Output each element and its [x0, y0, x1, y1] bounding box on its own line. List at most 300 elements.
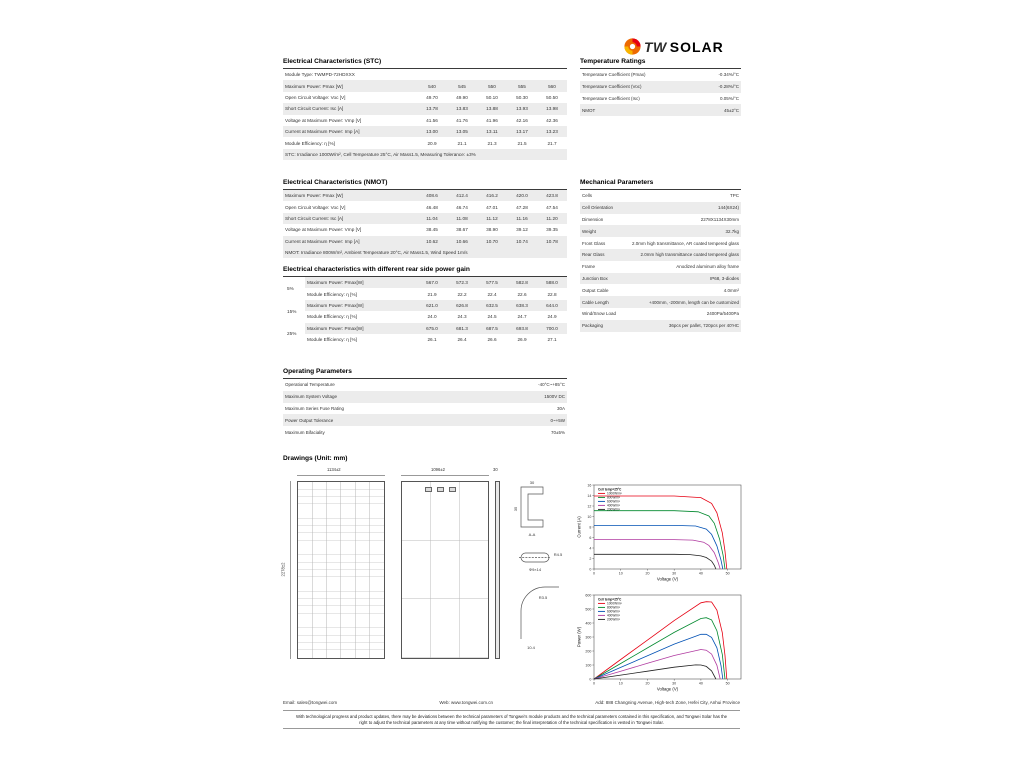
row-value: 644.0: [546, 302, 558, 308]
row-label: Maximum Series Fuse Rating: [285, 405, 345, 411]
row-value: 49.90: [456, 94, 468, 100]
table-row: [283, 137, 567, 148]
legend-label: 800W/m²: [607, 605, 620, 610]
x-tick-label: 10: [618, 571, 623, 576]
row-value: 13.23: [546, 129, 558, 135]
row-value: 24.7: [517, 314, 527, 320]
slot-radius: R4.5: [553, 552, 563, 557]
table-row: [580, 81, 741, 93]
row-label: Maximum Bifaciality: [285, 429, 325, 435]
row-value: 21.5: [517, 140, 527, 146]
row-label: Short Circuit Current: Isc [A]: [285, 215, 344, 221]
table-row: [305, 323, 567, 334]
row-value: 27.1: [547, 337, 557, 343]
dim-line-height: [290, 481, 291, 659]
table-row: [305, 334, 567, 345]
row-value: 24.5: [487, 314, 497, 320]
row-value: 49.70: [426, 94, 438, 100]
row-value: 632.5: [486, 302, 498, 308]
row-value: 41.96: [486, 117, 498, 123]
row-label: Operational Temperature: [285, 382, 335, 388]
row-value: 38.67: [456, 227, 468, 233]
row-value: 26.9: [517, 337, 527, 343]
table-row: [283, 414, 567, 426]
gain-group: [283, 323, 567, 346]
row-value: IP68, 3-diodes: [709, 275, 739, 281]
row-value: 22.2: [457, 291, 467, 297]
row-value: 1500V DC: [544, 394, 565, 400]
row-value: 20.9: [427, 140, 437, 146]
dim-line-rear-width: [401, 475, 489, 476]
row-value: 11.04: [426, 215, 438, 221]
row-value: 10.70: [486, 238, 498, 244]
chart-curve: [594, 525, 723, 569]
gain-percent: 15%: [287, 308, 297, 314]
module-side-view: [495, 481, 500, 659]
legend-label: 400W/m²: [607, 613, 620, 618]
row-label: Packaging: [582, 323, 604, 329]
drawings-title: Drawings (Unit: mm): [283, 455, 348, 462]
row-value: 30A: [556, 405, 565, 411]
row-value: 582.8: [516, 280, 528, 286]
row-value: 24.0: [427, 314, 437, 320]
row-label: Cells: [582, 193, 593, 199]
y-tick-label: 200: [585, 649, 592, 654]
chart-curve: [594, 634, 723, 679]
row-value: 412.4: [456, 193, 468, 199]
row-value: 572.3: [456, 280, 468, 286]
y-tick-label: 0: [589, 677, 592, 682]
row-value: 560: [548, 83, 556, 89]
row-value: 13.00: [426, 129, 438, 135]
pv-curve-chart: [576, 590, 746, 692]
y-tick-label: 600: [585, 593, 592, 598]
frame-cross-section: [521, 487, 543, 527]
row-value: 26.4: [457, 337, 467, 343]
table-row: [283, 190, 567, 201]
row-value: 46.74: [456, 204, 468, 210]
table-row: [580, 284, 741, 296]
table-row: [283, 103, 567, 114]
stc-title: Electrical Characteristics (STC): [283, 58, 382, 65]
contact-address: Add: 888 Changning Avenue, High-tech Zone, Hefei City, Anhui Province: [595, 700, 740, 705]
logo-text-solar: SOLAR: [669, 38, 724, 55]
section-stc: [283, 58, 567, 160]
row-label: Temperature Coefficient (Pmax): [582, 72, 646, 78]
legend-label: 200W/m²: [607, 507, 620, 512]
row-value: 588.0: [546, 280, 558, 286]
row-value: 700.0: [546, 325, 558, 331]
section-operating: [283, 368, 567, 438]
row-value: 21.3: [487, 140, 497, 146]
table-row: [580, 261, 741, 273]
y-tick-label: 16: [587, 483, 592, 488]
row-value: 555: [518, 83, 526, 89]
row-value: 50.10: [486, 94, 498, 100]
row-label: Temperature Coefficient (Voc): [582, 84, 642, 90]
row-value: 2.0mm high transmittance, AR coated tempered glass: [631, 240, 739, 246]
gain-rows: [305, 277, 567, 300]
chart-curve: [594, 665, 716, 679]
legend-label: 600W/m²: [607, 609, 620, 614]
table-row: [283, 236, 567, 247]
junction-box: [425, 487, 432, 492]
contact-line: [283, 700, 740, 705]
row-value: 13.98: [546, 106, 558, 112]
table-row: [305, 311, 567, 322]
row-value: 545: [458, 83, 466, 89]
row-value: 626.8: [456, 302, 468, 308]
gain-title: Electrical characteristics with different rear side power gain: [283, 266, 470, 273]
y-tick-label: 300: [585, 635, 592, 640]
row-label: Cell Orientation: [582, 205, 614, 211]
row-value: 0~+5W: [550, 417, 565, 423]
table-row: [580, 296, 741, 308]
row-label: Maximum Power: Pmax[W]: [307, 302, 364, 308]
row-value: 687.5: [486, 325, 498, 331]
row-value: 21.7: [547, 140, 557, 146]
row-value: 13.11: [486, 129, 498, 135]
x-tick-label: 30: [672, 681, 677, 686]
row-value: 2.0mm high transmittance coated tempered glass: [640, 252, 739, 258]
legend-title: Cell temp=25°C: [598, 597, 622, 602]
frame-dim-30: 30: [529, 480, 535, 485]
row-value: 47.28: [516, 204, 528, 210]
row-label: Module Efficiency: η [%]: [307, 337, 357, 343]
row-value: 36pcs per pallet, 720pcs per 40'HC: [668, 323, 739, 329]
x-tick-label: 50: [725, 681, 730, 686]
dim-line-front-width: [297, 475, 385, 476]
row-value: 13.78: [426, 106, 438, 112]
row-label: Dimension: [582, 216, 604, 222]
row-label: Voltage at Maximum Power: Vmp [V]: [285, 117, 362, 123]
legend-label: 200W/m²: [607, 617, 620, 622]
table-row: [580, 202, 741, 214]
iv-curve-chart: [576, 480, 746, 582]
table-row: [283, 115, 567, 126]
y-tick-label: 8: [589, 525, 592, 530]
nmot-table: [283, 189, 567, 258]
gain-rows: [305, 300, 567, 323]
row-value: 11.08: [456, 215, 468, 221]
row-value: 693.8: [516, 325, 528, 331]
module-front-view: [297, 481, 385, 659]
row-value: 423.8: [546, 193, 558, 199]
section-a-caption: A-A: [528, 532, 536, 537]
junction-box: [437, 487, 444, 492]
row-value: 10.62: [426, 238, 438, 244]
stc-note: STC: Irradiance 1000W/m², Cell Temperature 25°C, Air Mass1.5, Measuring Tolerance: ±3%: [283, 149, 567, 160]
section-temperature: [580, 58, 741, 116]
dim-front-width: 1134±2: [327, 467, 341, 472]
table-row: [580, 93, 741, 105]
row-label: Open Circuit Voltage: Voc [V]: [285, 94, 346, 100]
row-label: Power Output Tolerance: [285, 417, 334, 423]
legend-label: 1000W/m²: [607, 491, 622, 496]
row-value: -40°C~+85°C: [538, 382, 565, 388]
y-tick-label: 12: [587, 504, 592, 509]
legend-label: 800W/m²: [607, 495, 620, 500]
dim-height: 2278±2: [280, 562, 286, 577]
table-row: [283, 391, 567, 403]
mechanical-title: Mechanical Parameters: [580, 179, 654, 186]
row-value: 45±2°C: [723, 107, 739, 113]
y-tick-label: 400: [585, 621, 592, 626]
y-axis-label: Power (W): [576, 626, 582, 648]
row-label: Short Circuit Current: Isc [A]: [285, 106, 344, 112]
x-tick-label: 30: [672, 571, 677, 576]
row-label: Junction Box: [582, 275, 608, 281]
x-tick-label: 20: [645, 571, 650, 576]
row-value: 2278X1134X30mm: [700, 216, 739, 222]
row-value: 13.93: [516, 106, 528, 112]
operating-title: Operating Parameters: [283, 368, 352, 375]
table-row: [283, 201, 567, 212]
row-value: +400mm, -200mm, length can be customized: [648, 299, 739, 305]
row-label: Cable Length: [582, 299, 609, 305]
row-value: 567.0: [426, 280, 438, 286]
row-label: Maximum Power: Pmax[W]: [307, 325, 364, 331]
stc-rows: [283, 80, 567, 148]
row-value: 621.0: [426, 302, 438, 308]
detail-drawings: [513, 479, 567, 679]
row-value: 10.74: [516, 238, 528, 244]
table-row: [283, 403, 567, 415]
y-tick-label: 0: [589, 567, 592, 572]
row-value: 21.1: [457, 140, 467, 146]
row-value: 13.83: [456, 106, 468, 112]
y-tick-label: 500: [585, 607, 592, 612]
row-value: 21.9: [427, 291, 437, 297]
table-row: [283, 126, 567, 137]
y-tick-label: 14: [587, 493, 592, 498]
table-row: [283, 213, 567, 224]
gain-group: [283, 277, 567, 300]
drawings-area: [280, 465, 567, 683]
table-row: [580, 273, 741, 285]
tw-solar-logo-icon: [624, 38, 641, 55]
x-tick-label: 50: [725, 571, 730, 576]
row-value: 42.36: [546, 117, 558, 123]
y-tick-label: 6: [589, 535, 592, 540]
module-type: Module Type: TWMPD-72HDXXX: [285, 72, 355, 78]
row-label: Current at Maximum Power: Imp [A]: [285, 238, 360, 244]
section-drawings: [280, 455, 567, 683]
table-row: [283, 426, 567, 438]
gain-percent: 25%: [287, 331, 297, 337]
table-row: [580, 249, 741, 261]
row-value: 50.30: [516, 94, 528, 100]
row-value: 39.12: [516, 227, 528, 233]
table-row: [283, 80, 567, 91]
row-value: 22.8: [547, 291, 557, 297]
row-value: 38.90: [486, 227, 498, 233]
logo-text-tw: TW: [644, 38, 667, 55]
row-value: 408.6: [426, 193, 438, 199]
x-axis-label: Voltage (V): [656, 576, 679, 582]
x-tick-label: 40: [698, 571, 703, 576]
y-tick-label: 10: [587, 514, 592, 519]
mechanical-table: [580, 189, 741, 332]
table-row: [283, 92, 567, 103]
row-value: 32.7kg: [725, 228, 739, 234]
legend-label: 400W/m²: [607, 503, 620, 508]
row-value: 26.6: [487, 337, 497, 343]
row-value: 42.16: [516, 117, 528, 123]
row-value: 13.88: [486, 106, 498, 112]
operating-table: [283, 378, 567, 438]
x-tick-label: 0: [593, 681, 595, 686]
row-value: 0.05%/°C: [719, 95, 739, 101]
row-label: Current at Maximum Power: Imp [A]: [285, 129, 360, 135]
table-row: [580, 320, 741, 332]
row-value: 38.45: [426, 227, 438, 233]
row-value: 681.3: [456, 325, 468, 331]
table-row: [305, 300, 567, 311]
row-value: 26.1: [427, 337, 437, 343]
row-value: -0.28%/°C: [718, 84, 739, 90]
row-value: 11.16: [516, 215, 528, 221]
row-value: 4.0mm²: [723, 287, 739, 293]
corner-dim: 10.4: [527, 645, 535, 650]
x-tick-label: 0: [593, 571, 595, 576]
slot-size: Φ9×14: [528, 567, 542, 572]
row-value: 24.9: [547, 314, 557, 320]
row-label: Module Efficiency: η [%]: [285, 140, 335, 146]
section-nmot: [283, 179, 567, 258]
nmot-title: Electrical Characteristics (NMOT): [283, 179, 388, 186]
x-tick-label: 40: [698, 681, 703, 686]
row-value: Anodized aluminum alloy frame: [676, 264, 739, 270]
temperature-table: [580, 68, 741, 116]
chart-curve: [594, 650, 720, 680]
row-value: 10.66: [456, 238, 468, 244]
gain-group: [283, 300, 567, 323]
row-label: Output Cable: [582, 287, 609, 293]
table-row: [580, 190, 741, 202]
row-value: 416.2: [486, 193, 498, 199]
row-value: 39.35: [546, 227, 558, 233]
temperature-title: Temperature Ratings: [580, 58, 646, 65]
frame-dim-35: 35: [513, 506, 518, 512]
row-label: Maximum Power: Pmax[W]: [307, 280, 364, 286]
table-row: [580, 214, 741, 226]
gain-percent: 5%: [287, 285, 294, 291]
chart-curve: [594, 554, 716, 569]
table-row: [580, 237, 741, 249]
row-label: Maximum System Voltage: [285, 394, 338, 400]
row-label: Frame: [582, 264, 596, 270]
row-value: 22.6: [517, 291, 527, 297]
row-value: 420.0: [516, 193, 528, 199]
row-value: 46.48: [426, 204, 438, 210]
row-value: 2400Pa/5400Pa: [706, 311, 739, 317]
row-label: Open Circuit Voltage: Voc [V]: [285, 204, 346, 210]
row-label: Module Efficiency: η [%]: [307, 314, 357, 320]
row-value: 50.50: [546, 94, 558, 100]
row-value: 144(6X24): [717, 205, 739, 211]
contact-web: Web: www.tongwei.com.cn: [439, 700, 494, 705]
gain-table: [283, 276, 567, 345]
row-value: 47.54: [546, 204, 558, 210]
table-row: [305, 277, 567, 288]
table-row: [580, 225, 741, 237]
y-axis-label: Current (A): [576, 516, 582, 538]
table-row: [580, 308, 741, 320]
table-row: [580, 69, 741, 81]
tw-solar-logo: [624, 38, 724, 55]
stc-table: [283, 68, 567, 160]
row-value: 11.12: [486, 215, 498, 221]
dim-thickness: 30: [493, 467, 498, 472]
x-axis-label: Voltage (V): [656, 686, 679, 692]
row-value: 13.05: [456, 129, 468, 135]
row-value: 22.4: [487, 291, 497, 297]
row-value: 13.17: [516, 129, 528, 135]
nmot-rows: [283, 190, 567, 247]
legend-label: 1000W/m²: [607, 601, 622, 606]
row-value: 675.0: [426, 325, 438, 331]
row-label: Module Efficiency: η [%]: [307, 291, 357, 297]
legend-title: Cell temp=25°C: [598, 487, 622, 492]
row-label: Weight: [582, 228, 596, 234]
row-value: 11.20: [546, 215, 558, 221]
legend-label: 600W/m²: [607, 499, 620, 504]
corner-radius: R3.5: [538, 595, 548, 600]
disclaimer-text: With technological progress and product updates, there may be deviations between the technical parameters of Tongwei's module products and the technical parameters contained in this specification, and Tongwei Solar has the right to adjust the technical parameters at any time without notifying the customer; the final interpretation of the technical specification is vested in Tongwei Solar.: [283, 710, 740, 729]
row-label: Temperature Coefficient (Isc): [582, 95, 640, 101]
row-value: 540: [428, 83, 436, 89]
contact-email: Email: sales@tongwei.com: [283, 700, 338, 705]
row-value: TPC: [730, 193, 739, 199]
table-row: [305, 288, 567, 299]
y-tick-label: 2: [589, 556, 592, 561]
row-label: Maximum Power: Pmax [W]: [285, 193, 343, 199]
table-row: [283, 224, 567, 235]
module-rear-view: [401, 481, 489, 659]
y-tick-label: 100: [585, 663, 592, 668]
x-tick-label: 10: [618, 681, 623, 686]
row-value: 550: [488, 83, 496, 89]
table-row: [580, 104, 741, 116]
y-tick-label: 4: [589, 546, 592, 551]
row-value: 70±5%: [551, 429, 565, 435]
row-value: 10.78: [546, 238, 558, 244]
row-value: 577.5: [486, 280, 498, 286]
dim-rear-width: 1096±2: [431, 467, 445, 472]
nmot-note: NMOT: Irradiance 800W/m², Ambient Temperature 20°C, Air Mass1.5, Wind Speed 1m/s: [283, 247, 567, 258]
row-label: Maximum Power: Pmax [W]: [285, 83, 343, 89]
row-value: -0.34%/°C: [718, 72, 739, 78]
section-rear-gain: [283, 266, 567, 345]
row-label: Rear Glass: [582, 252, 605, 258]
junction-box: [449, 487, 456, 492]
gain-rows: [305, 323, 567, 346]
row-value: 47.01: [486, 204, 498, 210]
row-label: Front Glass: [582, 240, 606, 246]
module-type-row: [283, 69, 567, 80]
table-row: [283, 379, 567, 391]
row-value: 41.76: [456, 117, 468, 123]
row-value: 638.3: [516, 302, 528, 308]
row-label: Wind/Snow Load: [582, 311, 617, 317]
section-mechanical: [580, 179, 741, 332]
x-tick-label: 20: [645, 681, 650, 686]
row-label: Voltage at Maximum Power: Vmp [V]: [285, 227, 362, 233]
row-value: 41.56: [426, 117, 438, 123]
row-value: 24.3: [457, 314, 467, 320]
row-label: NMOT: [582, 107, 596, 113]
